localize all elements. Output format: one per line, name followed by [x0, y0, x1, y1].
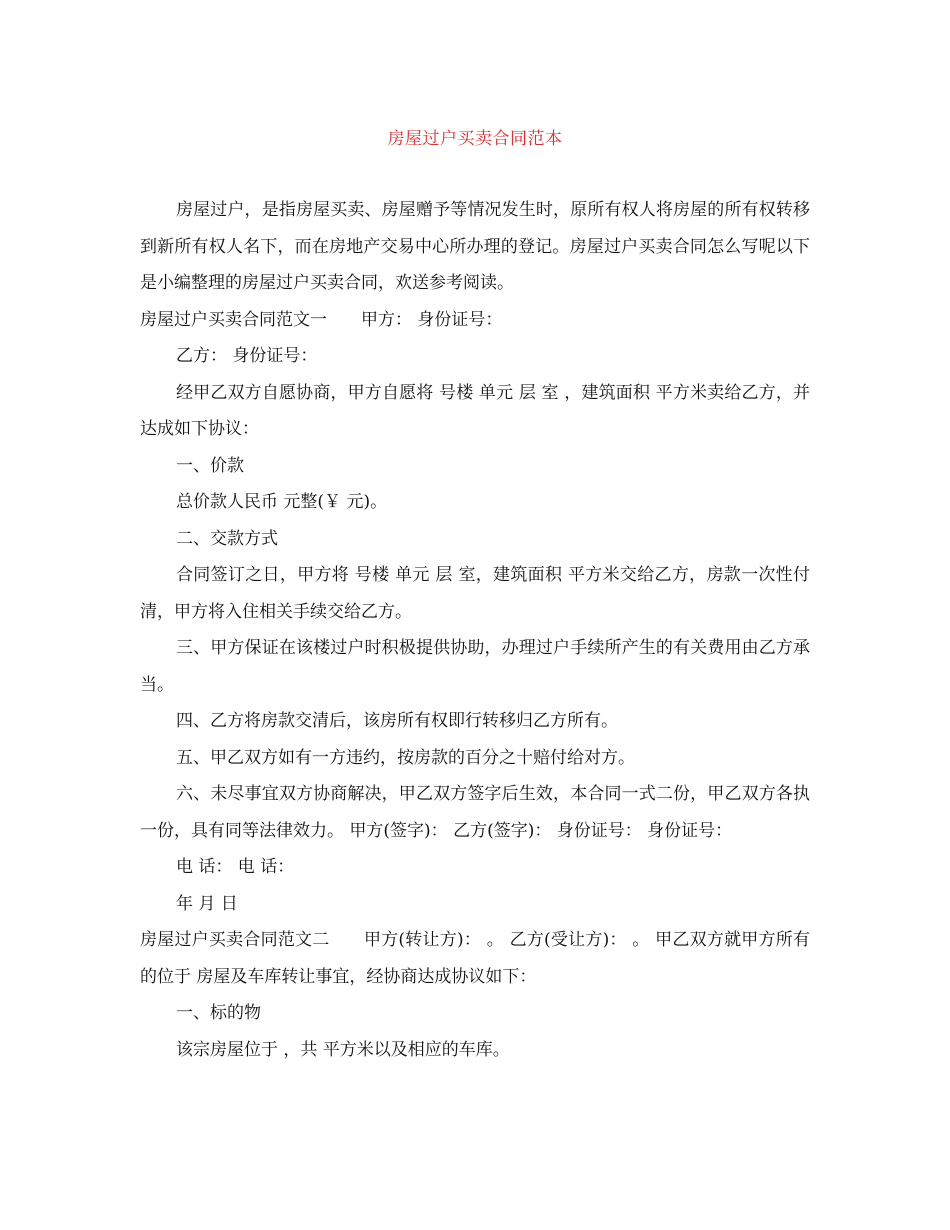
document-title: 房屋过户买卖合同范本 — [387, 129, 563, 149]
paragraph: 三、甲方保证在该楼过户时积极提供协助，办理过户手续所产生的有关费用由乙方承当。 — [140, 638, 810, 695]
paragraph: 经甲乙双方自愿协商，甲方自愿将 号楼 单元 层 室 ，建筑面积 平方米卖给乙方，并达成如下协议： — [140, 382, 810, 439]
section-heading: 二、交款方式 — [176, 528, 278, 549]
paragraph: 年 月 日 — [176, 893, 238, 914]
paragraph: 合同签订之日，甲方将 号楼 单元 层 室，建筑面积 平方米交给乙方，房款一次性付清，甲方将入住相关手续交给乙方。 — [140, 565, 810, 622]
paragraph: 六、未尽事宜双方协商解决，甲乙双方签字后生效，本合同一式二份，甲乙双方各执一份，具有同等法律效力。 甲方(签字)： 乙方(签字)： 身份证号： 身份证号： — [140, 784, 810, 841]
paragraph: 乙方： 身份证号： — [176, 346, 318, 366]
document-body — [140, 192, 810, 1068]
paragraph: 电 话： 电 话： — [176, 857, 295, 877]
paragraph: 房屋过户买卖合同范文二 甲方(转让方)： 。 乙方(受让方)： 。 甲乙双方就甲方所有的位于 房屋及车库转让事宜，经协商达成协议如下： — [140, 930, 810, 987]
paragraph: 该宗房屋位于 ，共 平方米以及相应的车库。 — [176, 1039, 510, 1060]
paragraph: 五、甲乙双方如有一方违约，按房款的百分之十赔付给对方。 — [176, 747, 635, 768]
paragraph: 总价款人民币 元整(￥ 元)。 — [176, 492, 388, 512]
paragraph: 四、乙方将房款交清后，该房所有权即行转移归乙方所有。 — [176, 711, 618, 731]
section-heading: 一、价款 — [176, 455, 244, 476]
section-heading: 一、标的物 — [176, 1003, 261, 1023]
paragraph: 房屋过户，是指房屋买卖、房屋赠予等情况发生时，原所有权人将房屋的所有权转移到新所有权人名下，而在房地产交易中心所办理的登记。房屋过户买卖合同怎么写呢以下是小编整理的房屋过户买卖合同，欢送参考阅读。 — [140, 200, 810, 293]
paragraph: 房屋过户买卖合同范文一 甲方： 身份证号： — [140, 309, 503, 330]
